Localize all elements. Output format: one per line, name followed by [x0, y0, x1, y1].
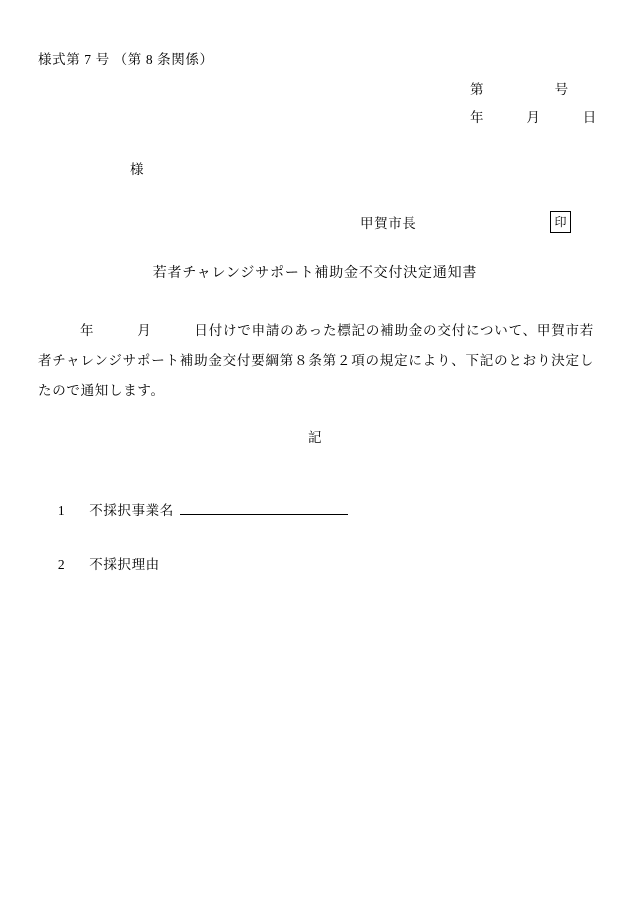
- item-label: 不採択事業名: [89, 503, 174, 518]
- ki-mark: 記: [307, 430, 323, 445]
- page-title: 若者チャレンジサポート補助金不交付決定通知書: [152, 266, 478, 281]
- body-paragraph: 年 月 日付けで申請のあった標記の補助金の交付について、甲賀市若者チャレンジサポート補助金交付要綱第８条第２項の規定により、下記のとおり決定したので通知します。: [38, 323, 594, 398]
- item-label: 不採択理由: [89, 557, 160, 572]
- fill-in-blank: [180, 501, 348, 515]
- issuer-name: 甲賀市長: [360, 216, 417, 231]
- document-number-line: 第 号: [470, 82, 569, 97]
- form-number: 様式第 7 号 （第 8 条関係）: [38, 52, 214, 67]
- item-number: 2: [57, 557, 66, 572]
- item-number: 1: [57, 503, 66, 518]
- list-item: [42, 483, 348, 535]
- seal-stamp-box: 印: [550, 211, 571, 233]
- addressee-line: 様: [130, 162, 145, 177]
- list-item: [42, 537, 160, 589]
- document-date-line: 年 月 日: [470, 110, 597, 125]
